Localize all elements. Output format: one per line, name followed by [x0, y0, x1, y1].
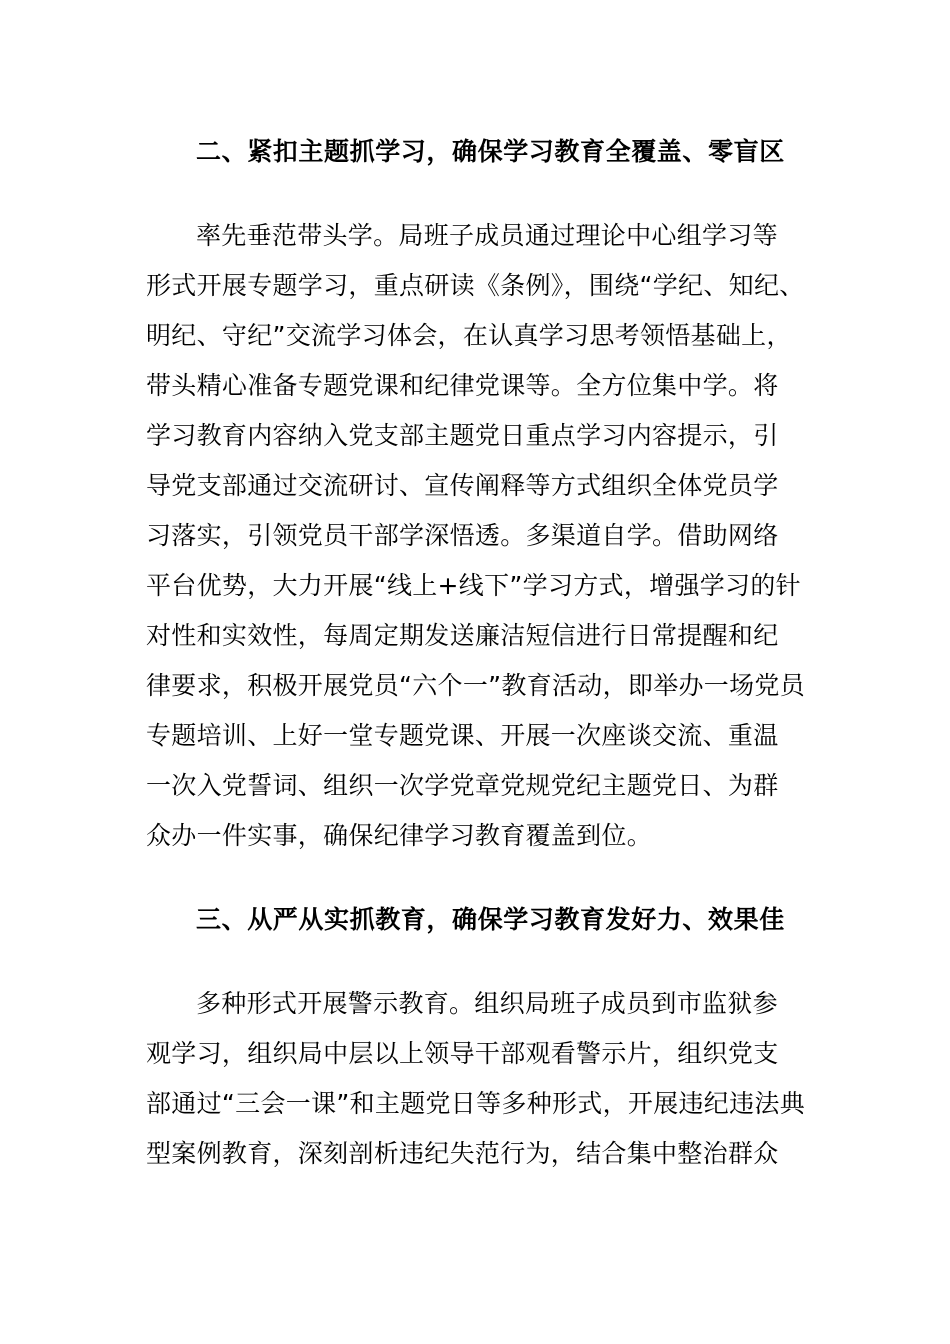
paragraph-line: 带头精心准备专题党课和纪律党课等。全方位集中学。将 [146, 371, 779, 400]
paragraph-line: 习落实，引领党员干部学深悟透。多渠道自学。借助网络 [146, 521, 779, 550]
paragraph-line: 专题培训、上好一堂专题党课、开展一次座谈交流、重温 [146, 721, 779, 750]
paragraph-line: 一次入党誓词、组织一次学党章党规党纪主题党日、为群 [146, 771, 779, 800]
section-heading-2: 二、紧扣主题抓学习，确保学习教育全覆盖、零盲区 [196, 137, 785, 166]
paragraph-line: 律要求，积极开展党员“六个一”教育活动，即举办一场党员 [146, 671, 806, 700]
paragraph-line: 学习教育内容纳入党支部主题党日重点学习内容提示，引 [146, 421, 779, 450]
paragraph-line: 部通过“三会一课”和主题党日等多种形式，开展违纪违法典 [146, 1089, 806, 1118]
section-heading-3: 三、从严从实抓教育，确保学习教育发好力、效果佳 [196, 905, 785, 934]
paragraph-line: 平台优势，大力开展“线上+线下”学习方式，增强学习的针 [146, 571, 801, 600]
paragraph-line: 多种形式开展警示教育。组织局班子成员到市监狱参 [196, 989, 778, 1018]
paragraph-line: 导党支部通过交流研讨、宣传阐释等方式组织全体党员学 [146, 471, 779, 500]
paragraph-line: 形式开展专题学习，重点研读《条例》，围绕“学纪、知纪、 [146, 271, 805, 300]
paragraph-line: 观学习，组织局中层以上领导干部观看警示片，组织党支 [146, 1039, 779, 1068]
paragraph-line: 对性和实效性，每周定期发送廉洁短信进行日常提醒和纪 [146, 621, 779, 650]
paragraph-line: 型案例教育，深刻剖析违纪失范行为，结合集中整治群众 [146, 1139, 779, 1168]
paragraph-line: 众办一件实事，确保纪律学习教育覆盖到位。 [146, 821, 653, 850]
paragraph-line: 明纪、守纪”交流学习体会，在认真学习思考领悟基础上， [146, 321, 792, 350]
paragraph-line: 率先垂范带头学。局班子成员通过理论中心组学习等 [196, 221, 778, 250]
